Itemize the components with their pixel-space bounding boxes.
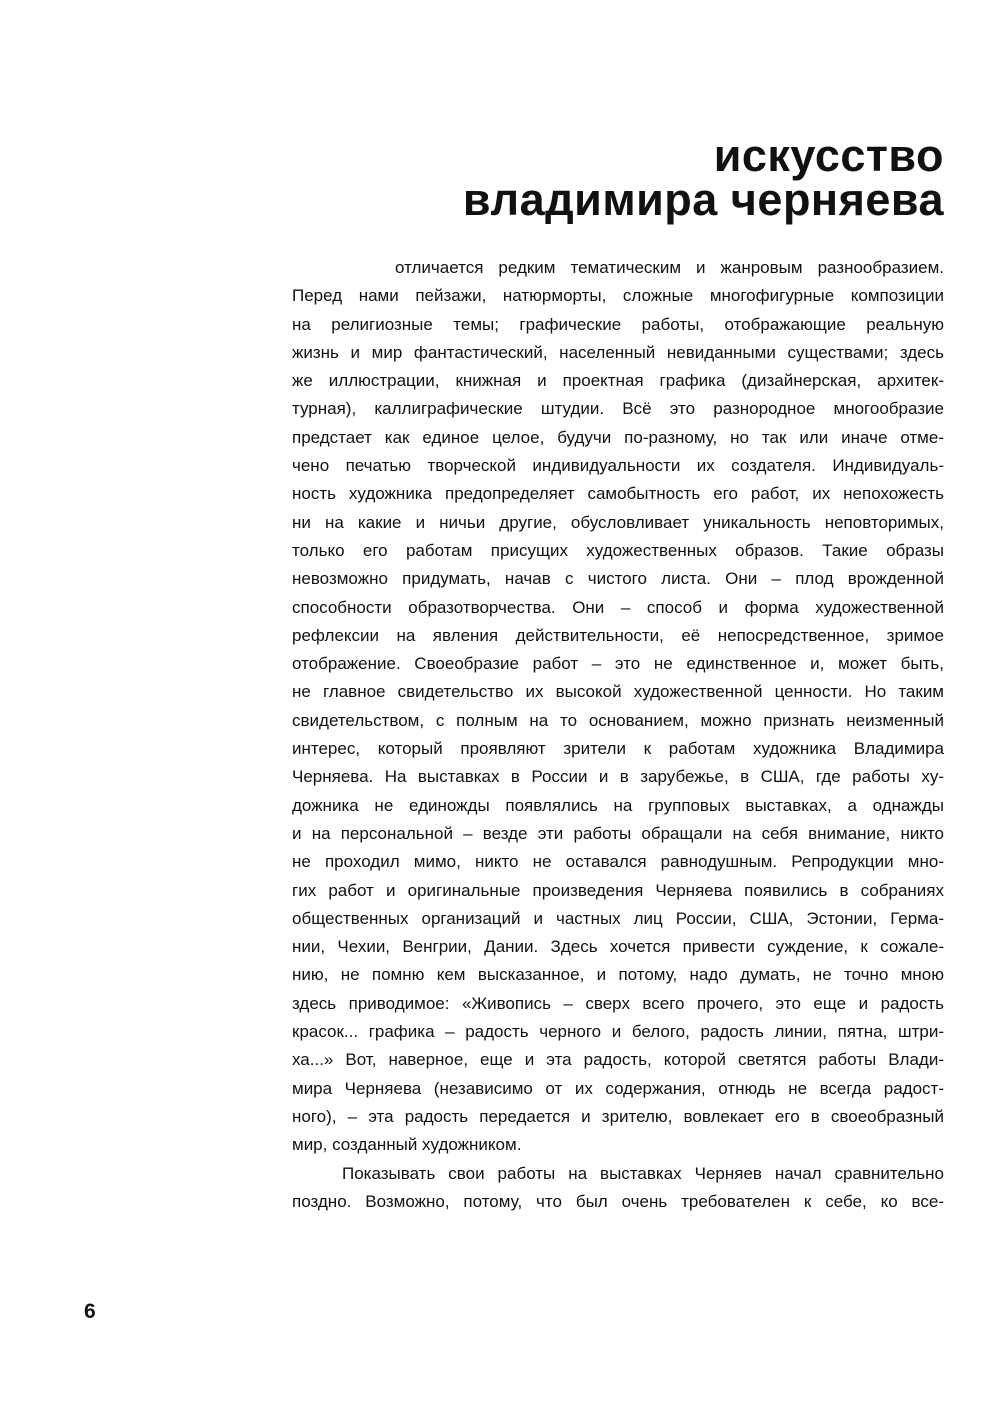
text-line: на религиозные темы; графические работы, отображающие реальную [292, 314, 944, 334]
text-line: невозможно придумать, начав с чистого листа. Они – плод врожденной [292, 569, 944, 589]
paragraph-2 [292, 1160, 944, 1217]
text-line: не проходил мимо, никто не оставался равнодушным. Репродукции мно- [292, 852, 944, 872]
text-line: только его работам присущих художественных образов. Такие образы [292, 540, 944, 560]
text-line: ного), – эта радость передается и зрителю, вовлекает его в своеобразный [292, 1106, 944, 1126]
text-line: Показывать свои работы на выставках Черняев начал сравнительно [342, 1163, 944, 1183]
page-number: 6 [84, 1300, 96, 1323]
text-line: рефлексии на явления действительности, её непосредственное, зримое [292, 625, 944, 645]
text-line: способности образотворчества. Они – способ и форма художественной [292, 597, 944, 617]
text-line: предстает как единое целое, будучи по-разному, но так или иначе отме- [292, 427, 944, 447]
text-line: и на персональной – везде эти работы обращали на себя внимание, никто [292, 823, 944, 843]
paragraph-1 [292, 254, 944, 1160]
text-line: мир, созданный художником. [292, 1135, 522, 1155]
text-line: Черняева. На выставках в России и в зарубежье, в США, где работы ху- [292, 767, 944, 787]
text-line: поздно. Возможно, потому, что был очень требователен к себе, ко все- [292, 1191, 944, 1211]
text-line: ни на какие и ничьи другие, обусловливает уникальность неповторимых, [292, 512, 944, 532]
text-line: не главное свидетельство их высокой художественной ценности. Но таким [292, 682, 944, 702]
text-line: здесь приводимое: «Живопись – сверх всего прочего, это еще и радость [292, 993, 944, 1013]
text-line: красок... графика – радость черного и белого, радость линии, пятна, штри- [292, 1022, 944, 1042]
text-line: Перед нами пейзажи, натюрморты, сложные многофигурные композиции [292, 286, 944, 306]
text-line: нии, Чехии, Венгрии, Дании. Здесь хочется привести суждение, к сожале- [292, 937, 944, 957]
text-line: чено печатью творческой индивидуальности их создателя. Индивидуаль- [292, 456, 944, 476]
chapter-title [462, 130, 944, 225]
chapter-title-line: владимира черняева [462, 174, 944, 225]
text-line: мира Черняева (независимо от их содержания, отнюдь не всегда радост- [292, 1078, 944, 1098]
text-line: дожника не единожды появлялись на групповых выставках, а однажды [292, 795, 944, 815]
text-line: отличается редким тематическим и жанровым разнообразием. [395, 258, 944, 277]
text-line: гих работ и оригинальные произведения Черняева появились в собраниях [292, 880, 944, 900]
text-line: отображение. Своеобразие работ – это не единственное и, может быть, [292, 654, 944, 674]
text-line: ха...» Вот, наверное, еще и эта радость, которой светятся работы Влади- [292, 1050, 944, 1070]
text-line: ность художника предопределяет самобытность его работ, их непохожесть [292, 484, 944, 504]
chapter-title-line: искусство [713, 130, 944, 181]
text-line: нию, не помню кем высказанное, и потому, надо думать, не точно мною [292, 965, 944, 985]
text-line: общественных организаций и частных лиц России, США, Эстонии, Герма- [292, 908, 944, 928]
text-line: же иллюстрации, книжная и проектная графика (дизайнерская, архитек- [292, 371, 944, 391]
text-line: свидетельством, с полным на то основанием, можно признать неизменный [292, 710, 944, 730]
text-line: турная), каллиграфические штудии. Всё это разнородное многообразие [292, 399, 944, 419]
body-text [292, 254, 944, 1216]
text-line: интерес, который проявляют зрители к работам художника Владимира [292, 739, 944, 759]
text-line: жизнь и мир фантастический, населенный невиданными существами; здесь [292, 342, 944, 362]
